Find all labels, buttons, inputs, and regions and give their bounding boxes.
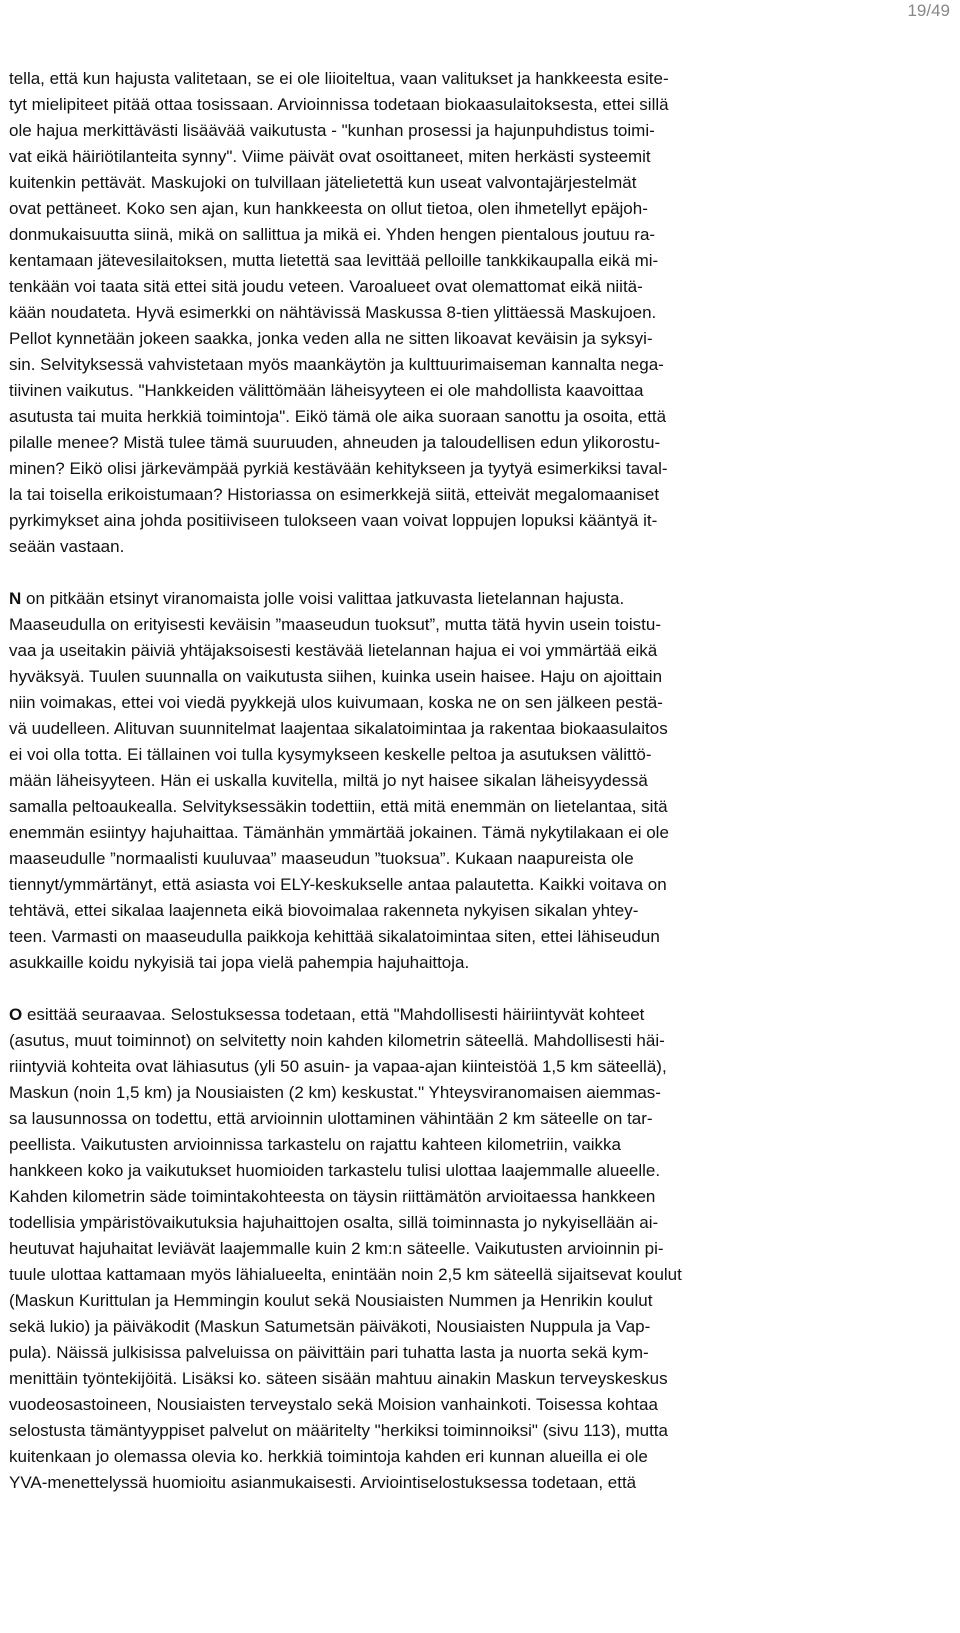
paragraph-2 <box>9 586 959 976</box>
paragraph-2-text: on pitkään etsinyt viranomaista jolle voisi valittaa jatkuvasta lietelannan hajusta. Maaseudulla on erityisesti keväisin ”maaseudun tuoksut”, mutta tätä hyvin usein toistu- vaa ja useitakin päiviä yhtäjaksoisesti kestävää lietelannan hajua ei voi ymmärtää eikä hyväksyä. Tuulen suunnalla on vaikutusta siihen, kuinka usein haisee. Haju on ajoittain niin voimakas, ettei voi viedä pyykkejä ulos kuivumaan, koska ne on sen jälkeen pestä- vä uudelleen. Alituvan suunnitelmat laajentaa sikalatoimintaa ja rakentaa biokaasulaitos ei voi olla totta. Ei tällainen voi tulla kysymykseen keskelle peltoa ja asutuksen välittö- mään läheisyyteen. Hän ei uskalla kuvitella, miltä jo nyt haisee sikalan läheisyydessä samalla peltoaukealla. Selvityksessäkin todettiin, että mitä enemmän on lietelantaa, sitä enemmän esiintyy hajuhaittaa. Tämänhän ymmärtää jokainen. Tämä nykytilakaan ei ole maaseudulle ”normaalisti kuuluvaa” maaseudun ”tuoksua”. Kukaan naapureista ole tiennyt/ymmärtänyt, että asiasta voi ELY-keskukselle antaa palautetta. Kaikki voitava on tehtävä, ettei sikalaa laajenneta eikä biovoimalaa rakenneta nykyisen sikalan yhtey- teen. Varmasti on maaseudulla paikkoja kehittää sikalatoimintaa siten, ettei lähiseudun asukkaille koidu nykyisiä tai jopa vielä pahempia hajuhaittoja. <box>9 589 669 972</box>
paragraph-1-text: tella, että kun hajusta valitetaan, se ei ole liioiteltua, vaan valitukset ja hankkeesta esite- tyt mielipiteet pitää ottaa tosissaan. Arvioinnissa todetaan biokaasulaitoksesta, ettei sillä ole hajua merkittävästi lisäävää vaikutusta - "kunhan prosessi ja hajunpuhdistus toimi- vat eikä häiriötilanteita synny". Viime päivät ovat osoittaneet, miten herkästi systeemit kuitenkin pettävät. Maskujoki on tulvillaan jätelietettä kun useat valvontajärjestelmät ovat pettäneet. Koko sen ajan, kun hankkeesta on ollut tietoa, olen ihmetellyt epäjoh- donmukaisuutta siinä, mikä on sallittua ja mikä ei. Yhden hengen pientalous joutuu ra- kentamaan jätevesilaitoksen, mutta lietettä saa levittää pelloille tankkikaupalla eikä mi- tenkään voi taata sitä ettei sitä joudu veteen. Varoalueet ovat olemattomat eikä niitä- kään noudateta. Hyvä esimerkki on nähtävissä Maskussa 8-tien ylittäessä Maskujoen. Pellot kynnetään jokeen saakka, jonka veden alla ne sitten likoavat keväisin ja syksyi- sin. Selvityksessä vahvistetaan myös maankäytön ja kulttuurimaiseman kannalta nega- tiivinen vaikutus. "Hankkeiden välittömään läheisyyteen ei ole mahdollista kaavoittaa asutusta tai muita herkkiä toimintoja". Eikö tämä ole aika suoraan sanottu ja osoita, että pilalle menee? Mistä tulee tämä suuruuden, ahneuden ja taloudellisen edun ylikorostu- minen? Eikö olisi järkevämpää pyrkiä kestävään kehitykseen ja tyytyä esimerkiksi taval- la tai toisella erikoistumaan? Historiassa on esimerkkejä siitä, etteivät megalomaaniset pyrkimykset aina johda positiiviseen tulokseen vaan voivat loppujen lopuksi kääntyä it- seään vastaan. <box>9 69 669 556</box>
paragraph-3-text: esittää seuraavaa. Selostuksessa todetaan, että "Mahdollisesti häiriintyvät kohteet (asutus, muut toiminnot) on selvitetty noin kahden kilometrin säteellä. Mahdollisesti häi- riintyviä kohteita ovat lähiasutus (yli 50 asuin- ja vapaa-ajan kiinteistöä 1,5 km säteellä), Maskun (noin 1,5 km) ja Nousiaisten (2 km) keskustat." Yhteysviranomaisen aiemmas- sa lausunnossa on todettu, että arvioinnin ulottaminen vähintään 2 km säteelle on tar- peellista. Vaikutusten arvioinnissa tarkastelu on rajattu kahteen kilometriin, vaikka hankkeen koko ja vaikutukset huomioiden tarkastelu tulisi ulottaa laajemmalle alueelle. Kahden kilometrin säde toimintakohteesta on täysin riittämätön arvioitaessa hankkeen todellisia ympäristövaikutuksia hajuhaittojen osalta, sillä toiminnasta jo nykyisellään ai- heutuvat hajuhaitat leviävät laajemmalle kuin 2 km:n säteelle. Vaikutusten arvioinnin pi- tuule ulottaa kattamaan myös lähialueelta, enintään noin 2,5 km säteellä sijaitsevat koulut (Maskun Kurittulan ja Hemmingin koulut sekä Nousiaisten Nummen ja Henrikin koulut sekä lukio) ja päiväkodit (Maskun Satumetsän päiväkoti, Nousiaisten Nuppula ja Vap- pula). Näissä julkisissa palveluissa on päivittäin pari tuhatta lasta ja nuorta sekä kym- menittäin työntekijöitä. Lisäksi ko. säteen sisään mahtuu ainakin Maskun terveyskeskus vuodeosastoineen, Nousiaisten terveystalo sekä Moision vanhainkoti. Toisessa kohtaa selostusta tämäntyyppiset palvelut on määritelty "herkiksi toiminnoiksi" (sivu 113), mutta kuitenkaan jo olemassa olevia ko. herkkiä toimintoja kahden eri kunnan alueilla ei ole YVA-menettelyssä huomioitu asianmukaisesti. Arviointiselostuksessa todetaan, että <box>9 1005 682 1492</box>
paragraph-2-lead-initial: N <box>9 589 22 608</box>
paragraph-3-lead-initial: O <box>9 1005 23 1024</box>
paragraph-1 <box>9 66 959 560</box>
paragraph-3 <box>9 1002 959 1496</box>
document-body <box>9 66 959 1496</box>
page-number: 19/49 <box>907 1 950 20</box>
